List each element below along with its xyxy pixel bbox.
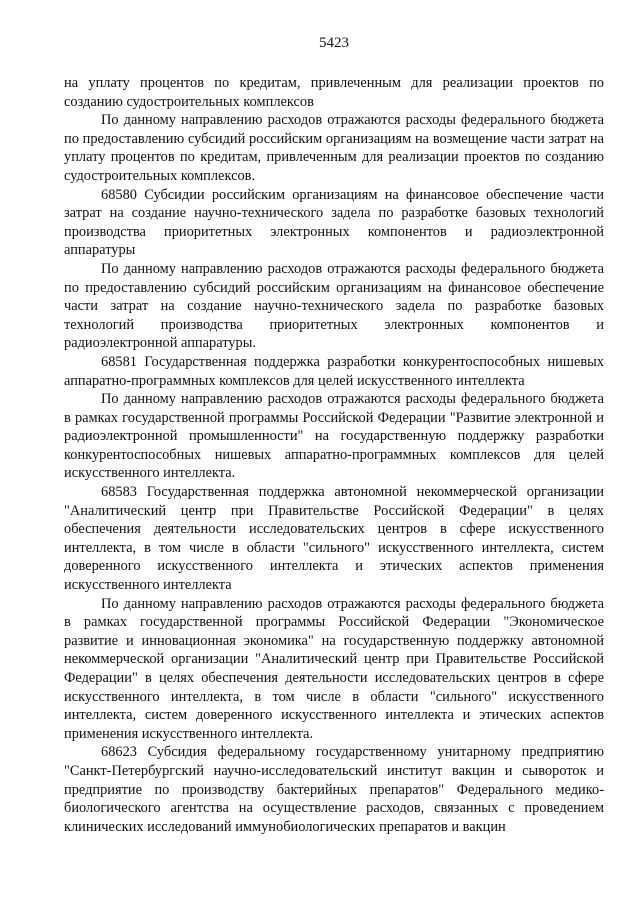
paragraph-code-68580: 68580 Субсидии российским организациям на финансовое обеспечение части затрат на создание научно-технического задела по разработке базовых технологий производства приоритетных электронных компонентов и радиоэлектронной аппаратуры bbox=[64, 186, 604, 259]
paragraph-code-68623: 68623 Субсидия федеральному государственному унитарному предприятию "Санкт-Петербургский научно-исследовательский институт вакцин и сывороток и предприятие по производству бактерийных препаратов" Федерального медико-биологического агентства на осуществление расходов, связанных с проведением клинических исследований иммунобиологических препаратов и вакцин bbox=[64, 744, 604, 835]
paragraph-description: По данному направлению расходов отражаются расходы федерального бюджета по предоставлению субсидий российским организациям на финансовое обеспечение части затрат на создание научно-технического задела по разработке базовых технологий производства приоритетных электронных компонентов и радиоэлектронной аппаратуры. bbox=[64, 260, 604, 352]
paragraph-code-68581: 68581 Государственная поддержка разработки конкурентоспособных нишевых аппаратно-программных комплексов для целей искусственного интеллекта bbox=[64, 353, 604, 389]
page-number: 5423 bbox=[319, 35, 349, 51]
paragraph-continuation: на уплату процентов по кредитам, привлеченным для реализации проектов по созданию судостроительных комплексов bbox=[64, 75, 604, 110]
paragraph-description: По данному направлению расходов отражаются расходы федерального бюджета в рамках государственной программы Российской Федерации "Развитие электронной и радиоэлектронной промышленности" на государственную поддержку разработки конкурентоспособных нишевых аппаратно-программных комплексов для целей искусственного интеллекта. bbox=[64, 391, 604, 482]
paragraph-description: По данному направлению расходов отражаются расходы федерального бюджета по предоставлению субсидий российским организациям на возмещение части затрат на уплату процентов по кредитам, привлеченным для реализации проектов по созданию судостроительных комплексов. bbox=[64, 112, 604, 184]
paragraph-description: По данному направлению расходов отражаются расходы федерального бюджета в рамках государственной программы Российской Федерации "Экономическое развитие и инновационная экономика" на государственную поддержку автономной некоммерческой организации "Аналитический центр при Правительстве Российской Федерации" в целях обеспечения деятельности исследовательских центров в сфере искусственного интеллекта, в том числе в области "сильного" искусственного интеллекта, систем доверенного искусственного интеллекта и этических аспектов применения искусственного интеллекта. bbox=[64, 595, 604, 742]
document-page bbox=[64, 34, 604, 836]
paragraph-code-68583: 68583 Государственная поддержка автономной некоммерческой организации "Аналитический центр при Правительстве Российской Федерации" в целях обеспечения деятельности исследовательских центров в сфере искусственного интеллекта, в том числе в области "сильного" искусственного интеллекта, систем доверенного искусственного интеллекта и этических аспектов применения искусственного интеллекта bbox=[64, 484, 604, 594]
